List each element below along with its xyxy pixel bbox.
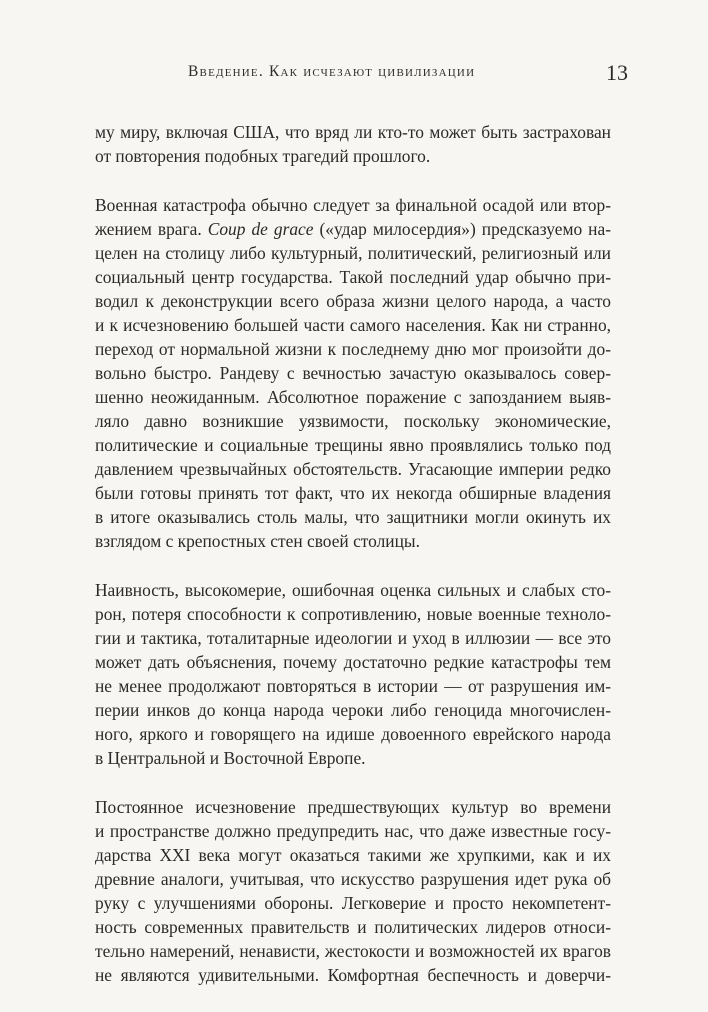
text-line: му миру, включая США, что вряд ли кто-то может быть застрахован [95,122,611,142]
text-line: в итоге оказывались столь малы, что защитники могли окинуть их [95,507,611,527]
text-line: целен на столицу либо культурный, политический, религиозный или [95,243,611,263]
text-line: переход от нормальной жизни к последнему дню мог произойти до- [95,339,611,359]
paragraph-1 [95,120,611,168]
text-line: были готовы принять тот факт, что их некогда обширные владения [95,483,611,503]
running-header [0,60,708,90]
text-line: тельно намерений, ненависти, жестокости и возможностей их врагов [95,941,611,961]
italic-phrase: Coup de grace [207,219,314,239]
text-line: вольно быстро. Рандеву с вечностью зачастую оказывалось совер- [95,363,611,383]
text-segment: жением врага. [95,219,202,239]
text-line: древние аналоги, учитывая, что искусство разрушения идет рука об [95,869,611,889]
text-line-with-italic [95,217,611,241]
paragraph-4 [95,795,611,987]
text-line: от повторения подобных трагедий прошлого. [95,146,431,166]
text-line: ляло давно возникшие уязвимости, поскольку экономические, [95,411,611,431]
text-line: рон, потеря способности к сопротивлению, новые военные техноло- [95,604,611,624]
text-line: ность современных правительств и политических лидеров относи- [95,917,611,937]
text-segment: («удар милосердия») предсказуемо на- [319,219,611,239]
text-line: дарства XXI века могут оказаться такими же хрупкими, как и их [95,845,611,865]
text-line: взглядом с крепостных стен своей столицы. [95,531,420,551]
text-line: Наивность, высокомерие, ошибочная оценка сильных и слабых сто- [95,580,611,600]
text-line: гии и тактика, тоталитарные идеологии и уход в иллюзии — все это [95,628,611,648]
text-line: в Центральной и Восточной Европе. [95,748,366,768]
text-line: может дать объяснения, почему достаточно редкие катастрофы тем [95,652,611,672]
text-line: руку с улучшениями обороны. Легковерие и просто некомпетент- [95,893,611,913]
paragraph-2 [95,193,611,553]
page-number: 13 [606,60,628,85]
running-title: Введение. Как исчезают цивилизации [188,63,476,80]
body-text [95,120,611,1012]
paragraph-3 [95,578,611,770]
text-line: давлением чрезвычайных обстоятельств. Угасающие империи редко [95,459,611,479]
text-line: ного, яркого и говорящего на идише довоенного еврейского народа [95,724,611,744]
text-line: и пространстве должно предупредить нас, что даже известные госу- [95,821,611,841]
text-line: шенно неожиданным. Абсолютное поражение с запозданием выяв- [95,387,611,407]
text-line: социальный центр государства. Такой последний удар обычно при- [95,267,611,287]
text-line: Военная катастрофа обычно следует за финальной осадой или втор- [95,195,611,215]
text-line: водил к деконструкции всего образа жизни целого народа, а часто [95,291,611,311]
text-line: перии инков до конца народа чероки либо геноцида многочислен- [95,700,611,720]
text-line: не менее продолжают повторяться в истории — от разрушения им- [95,676,611,696]
text-line: Постоянное исчезновение предшествующих культур во времени [95,797,611,817]
text-line: и к исчезновению большей части самого населения. Как ни странно, [95,315,611,335]
text-line: политические и социальные трещины явно проявлялись только под [95,435,611,455]
text-line: не являются удивительными. Комфортная беспечность и доверчи- [95,965,611,985]
